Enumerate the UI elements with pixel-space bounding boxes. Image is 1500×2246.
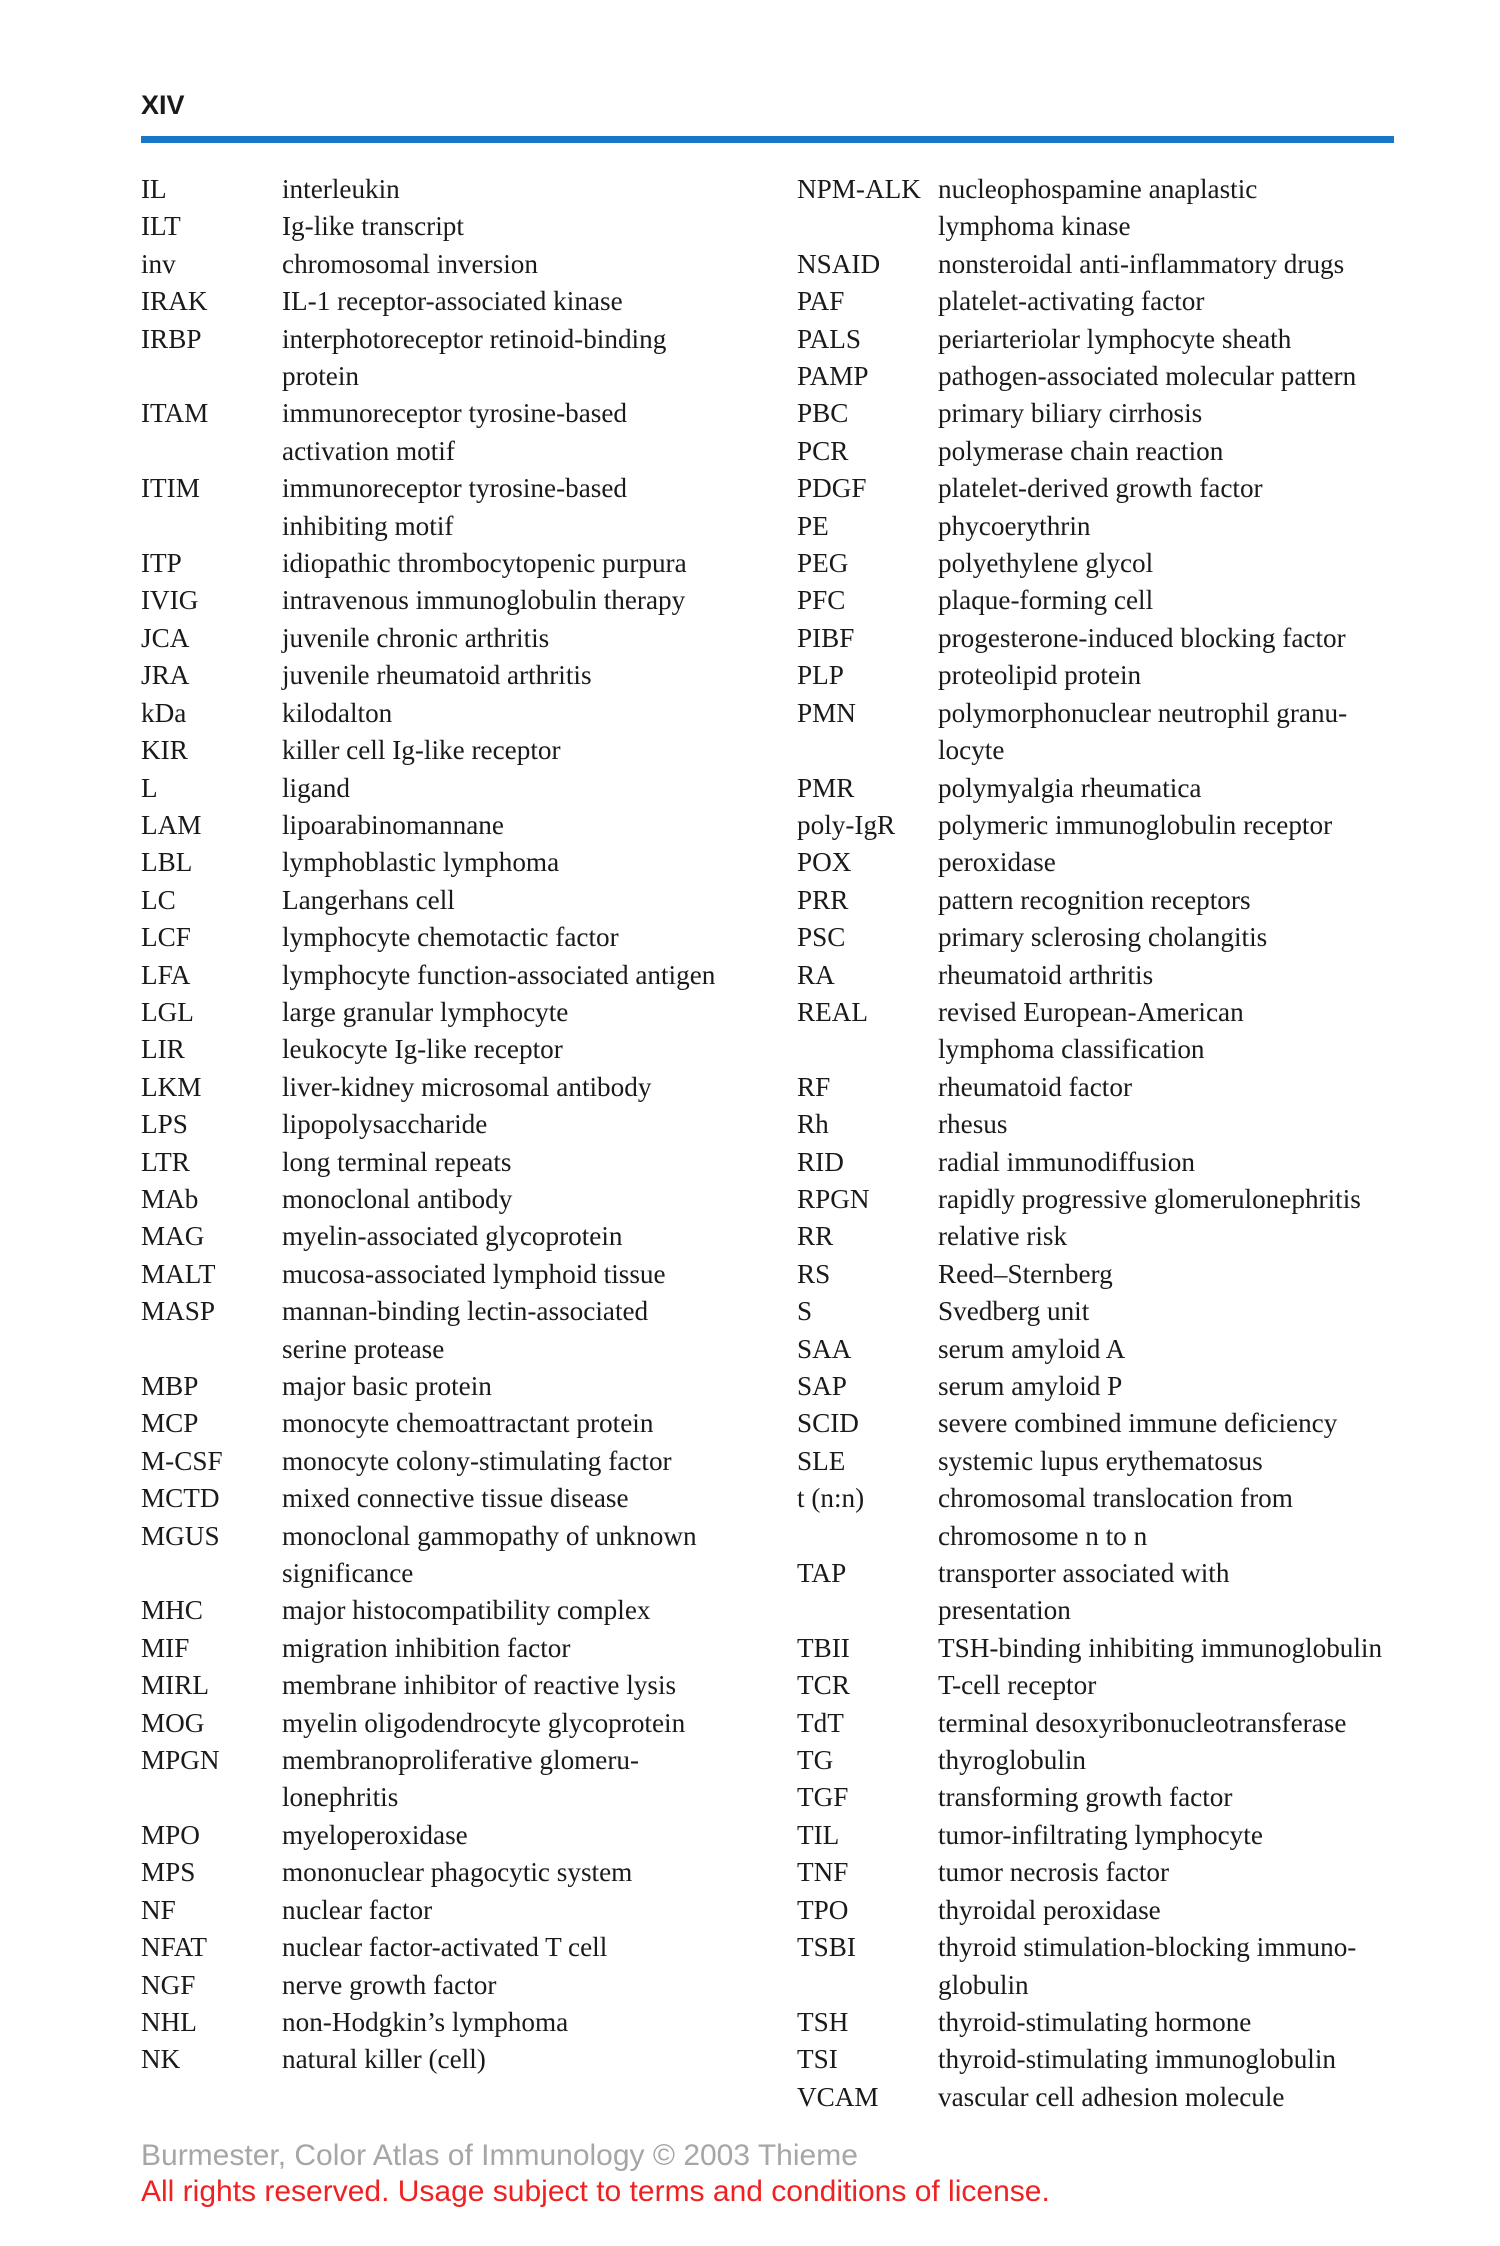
abbreviation-entry [141, 919, 781, 956]
abbreviation-entry [141, 1069, 781, 1106]
abbreviation-entry [141, 994, 781, 1031]
abbreviation-term: PMN [797, 697, 856, 728]
abbreviation-entry [797, 545, 1437, 582]
abbreviation-entry [797, 2041, 1437, 2078]
abbreviation-entry [797, 1256, 1437, 1293]
abbreviation-entry [141, 2041, 781, 2078]
abbreviation-term: SAP [797, 1371, 847, 1401]
abbreviation-entry [141, 395, 781, 470]
abbreviation-entry [797, 1854, 1437, 1891]
abbreviation-term: PBC [797, 398, 849, 429]
abbreviation-entry [141, 957, 781, 994]
abbreviation-term: LKM [141, 1071, 202, 1102]
abbreviation-term: LTR [141, 1146, 190, 1177]
abbreviation-definition: primary biliary cirrhosis [938, 398, 1203, 429]
abbreviation-definition: juvenile rheumatoid arthritis [282, 660, 592, 691]
abbreviation-entry [141, 1592, 781, 1629]
abbreviation-term: LPS [141, 1109, 188, 1140]
abbreviation-term: IRBP [141, 323, 202, 354]
abbreviation-term: PAF [797, 286, 845, 317]
abbreviation-term: Rh [797, 1109, 829, 1140]
abbreviation-term: RF [797, 1071, 831, 1102]
abbreviation-definition: thyroid stimulation-blocking immuno- globulin [938, 1932, 1357, 2000]
abbreviation-term: M-CSF [141, 1445, 223, 1476]
abbreviation-entry [141, 1368, 781, 1405]
abbreviation-definition: pattern recognition receptors [938, 884, 1251, 915]
abbreviation-term: ILT [141, 211, 181, 242]
abbreviation-term: TGF [797, 1782, 849, 1813]
abbreviation-term: TSI [797, 2044, 838, 2075]
abbreviation-term: RPGN [797, 1183, 870, 1214]
abbreviation-entry [797, 1742, 1437, 1779]
abbreviation-entry [797, 1817, 1437, 1854]
abbreviation-definition: immunoreceptor tyrosine-based inhibiting motif [282, 473, 628, 541]
abbreviation-term: MPGN [141, 1745, 220, 1776]
abbreviation-term: PFC [797, 585, 846, 616]
page-number: XIV [141, 90, 185, 120]
abbreviation-term: LIR [141, 1034, 185, 1065]
abbreviation-term: NFAT [141, 1932, 207, 1963]
abbreviation-definition: polymyalgia rheumatica [938, 772, 1202, 803]
abbreviation-term: t (n:n) [797, 1483, 865, 1514]
abbreviation-term: MGUS [141, 1520, 220, 1551]
abbreviation-entry [797, 1069, 1437, 1106]
abbreviation-definition: natural killer (cell) [282, 2044, 486, 2075]
abbreviation-entry [797, 994, 1437, 1069]
abbreviation-definition: serum amyloid P [938, 1371, 1123, 1401]
abbreviation-definition: lipoarabinomannane [282, 809, 504, 840]
abbreviation-term: LC [141, 884, 176, 915]
abbreviation-term: RS [797, 1258, 831, 1289]
abbreviation-definition: juvenile chronic arthritis [282, 622, 550, 653]
abbreviation-entry [797, 1218, 1437, 1255]
abbreviation-term: MCP [141, 1408, 199, 1439]
abbreviation-definition: migration inhibition factor [282, 1632, 571, 1663]
abbreviation-definition: large granular lymphocyte [282, 996, 569, 1027]
abbreviation-column-right [797, 171, 1437, 2116]
abbreviation-definition: terminal desoxyribonucleotransferase [938, 1707, 1347, 1738]
abbreviation-term: NGF [141, 1969, 196, 2000]
abbreviation-entry [797, 1892, 1437, 1929]
abbreviation-term: KIR [141, 735, 188, 766]
abbreviation-entry [141, 1742, 781, 1817]
abbreviation-definition: thyroid-stimulating hormone [938, 2006, 1252, 2037]
abbreviation-entry [797, 321, 1437, 358]
abbreviation-definition: major basic protein [282, 1371, 492, 1401]
abbreviation-definition: major histocompatibility complex [282, 1595, 651, 1626]
abbreviation-definition: myeloperoxidase [282, 1819, 468, 1850]
abbreviation-definition: monoclonal gammopathy of unknown significance [282, 1520, 697, 1589]
abbreviation-definition: non-Hodgkin’s lymphoma [282, 2006, 569, 2037]
abbreviation-definition: Svedberg unit [938, 1296, 1090, 1327]
abbreviation-entry [797, 1779, 1437, 1816]
abbreviation-entry [797, 1368, 1437, 1405]
abbreviation-entry [797, 1555, 1437, 1630]
abbreviation-definition: rhesus [938, 1109, 1008, 1140]
abbreviation-entry [141, 1518, 781, 1593]
abbreviation-entry [141, 2004, 781, 2041]
abbreviation-entry [797, 2004, 1437, 2041]
abbreviation-definition: chromosomal translocation from chromosome n to n [938, 1483, 1293, 1551]
footer-rights: All rights reserved. Usage subject to terms and conditions of license. [141, 2175, 1050, 2208]
abbreviation-term: PE [797, 510, 829, 541]
abbreviation-entry [141, 1480, 781, 1517]
abbreviation-term: IVIG [141, 585, 199, 616]
abbreviation-entry [797, 1144, 1437, 1181]
abbreviation-definition: polymerase chain reaction [938, 435, 1224, 466]
abbreviation-term: LCF [141, 922, 191, 953]
abbreviation-entry [141, 283, 781, 320]
abbreviation-term: VCAM [797, 2081, 879, 2112]
abbreviation-definition: systemic lupus erythematosus [938, 1445, 1263, 1476]
abbreviation-definition: Reed–Sternberg [938, 1258, 1113, 1289]
abbreviation-entry [797, 508, 1437, 545]
abbreviation-entry [797, 1667, 1437, 1704]
abbreviation-definition: polymeric immunoglobulin receptor [938, 809, 1333, 840]
abbreviation-definition: primary sclerosing cholangitis [938, 922, 1268, 953]
abbreviation-entry [141, 1106, 781, 1143]
abbreviation-definition: relative risk [938, 1221, 1068, 1252]
abbreviation-term: L [141, 772, 158, 803]
abbreviation-entry [797, 882, 1437, 919]
abbreviation-definition: interphotoreceptor retinoid-binding protein [282, 323, 667, 392]
abbreviation-term: NHL [141, 2006, 197, 2037]
abbreviation-entry [141, 1293, 781, 1368]
abbreviation-entry [141, 1705, 781, 1742]
abbreviation-entry [141, 844, 781, 881]
abbreviation-definition: immunoreceptor tyrosine-based activation motif [282, 398, 628, 466]
abbreviation-definition: peroxidase [938, 847, 1056, 878]
abbreviation-term: PRR [797, 884, 849, 915]
abbreviation-entry [797, 2079, 1437, 2116]
abbreviation-definition: idiopathic thrombocytopenic purpura [282, 548, 687, 579]
abbreviation-entry [797, 1705, 1437, 1742]
abbreviation-term: LAM [141, 809, 202, 840]
abbreviation-entry [141, 1443, 781, 1480]
abbreviation-term: LGL [141, 996, 194, 1027]
abbreviation-definition: tumor necrosis factor [938, 1857, 1170, 1888]
abbreviation-entry [141, 1031, 781, 1068]
abbreviation-entry [141, 1218, 781, 1255]
abbreviation-term: MCTD [141, 1483, 220, 1514]
abbreviation-term: JCA [141, 622, 190, 653]
abbreviation-term: TBII [797, 1632, 850, 1663]
abbreviation-definition: nerve growth factor [282, 1969, 497, 2000]
abbreviation-term: PDGF [797, 473, 867, 504]
abbreviation-term: MASP [141, 1296, 216, 1327]
abbreviation-entry [797, 919, 1437, 956]
abbreviation-entry [797, 1929, 1437, 2004]
abbreviation-definition: lipopolysaccharide [282, 1109, 488, 1140]
header-rule [141, 136, 1394, 143]
abbreviation-definition: platelet-activating factor [938, 286, 1205, 317]
abbreviation-definition: intravenous immunoglobulin therapy [282, 585, 686, 616]
abbreviation-definition: lymphocyte function-associated antigen [282, 959, 716, 990]
abbreviation-term: REAL [797, 996, 868, 1027]
abbreviation-term: MAG [141, 1221, 205, 1252]
abbreviation-definition: proteolipid protein [938, 660, 1142, 691]
abbreviation-definition: myelin-associated glycoprotein [282, 1221, 623, 1252]
abbreviation-definition: ligand [282, 772, 350, 803]
abbreviation-entry [797, 246, 1437, 283]
abbreviation-term: SAA [797, 1333, 852, 1364]
abbreviation-term: TIL [797, 1819, 840, 1850]
abbreviation-definition: killer cell Ig-like receptor [282, 735, 561, 766]
abbreviation-definition: nonsteroidal anti-inflammatory drugs [938, 248, 1345, 279]
abbreviation-definition: membrane inhibitor of reactive lysis [282, 1670, 677, 1701]
abbreviation-definition: revised European-American lymphoma classification [938, 996, 1244, 1065]
abbreviation-entry [797, 1443, 1437, 1480]
abbreviation-term: PAMP [797, 361, 869, 392]
abbreviation-entry [141, 208, 781, 245]
abbreviation-term: kDa [141, 697, 187, 728]
abbreviation-entry [797, 1181, 1437, 1218]
abbreviation-entry [141, 770, 781, 807]
abbreviation-term: SCID [797, 1408, 859, 1439]
abbreviation-term: LBL [141, 847, 193, 878]
abbreviation-entry [797, 433, 1437, 470]
abbreviation-term: TAP [797, 1558, 847, 1589]
abbreviation-definition: tumor-infiltrating lymphocyte [938, 1819, 1263, 1850]
abbreviation-definition: liver-kidney microsomal antibody [282, 1071, 652, 1102]
abbreviation-entry [141, 1144, 781, 1181]
abbreviation-definition: vascular cell adhesion molecule [938, 2081, 1285, 2112]
abbreviation-term: MPO [141, 1819, 200, 1850]
abbreviation-term: ITIM [141, 473, 200, 504]
abbreviation-term: RID [797, 1146, 844, 1177]
abbreviation-entry [141, 582, 781, 619]
abbreviation-entry [797, 770, 1437, 807]
abbreviation-entry [141, 807, 781, 844]
abbreviation-definition: thyroidal peroxidase [938, 1894, 1161, 1925]
abbreviation-term: IRAK [141, 286, 208, 317]
abbreviation-entry [797, 582, 1437, 619]
abbreviation-entry [797, 957, 1437, 994]
abbreviation-entry [797, 1630, 1437, 1667]
abbreviation-definition: long terminal repeats [282, 1146, 512, 1177]
abbreviation-entry [141, 1405, 781, 1442]
abbreviation-term: MHC [141, 1595, 203, 1626]
abbreviation-definition: radial immunodiffusion [938, 1146, 1195, 1177]
abbreviation-definition: transforming growth factor [938, 1782, 1233, 1813]
abbreviation-definition: T-cell receptor [938, 1670, 1097, 1701]
abbreviation-definition: IL-1 receptor-associated kinase [282, 286, 623, 317]
abbreviation-definition: TSH-binding inhibiting immunoglobulin [938, 1632, 1383, 1663]
abbreviation-definition: mixed connective tissue disease [282, 1483, 629, 1514]
abbreviation-term: TdT [797, 1707, 844, 1738]
abbreviation-definition: lymphoblastic lymphoma [282, 847, 560, 878]
abbreviation-term: MIRL [141, 1670, 209, 1701]
abbreviation-definition: rheumatoid arthritis [938, 959, 1154, 990]
abbreviation-term: IL [141, 174, 167, 204]
abbreviation-entry [797, 1293, 1437, 1330]
abbreviation-entry [141, 620, 781, 657]
abbreviation-definition: rheumatoid factor [938, 1071, 1133, 1102]
abbreviation-entry [141, 1854, 781, 1891]
abbreviation-term: PIBF [797, 622, 855, 653]
abbreviation-entry [141, 1967, 781, 2004]
abbreviation-definition: Langerhans cell [282, 884, 455, 915]
abbreviation-column-left [141, 171, 781, 2079]
abbreviation-entry [797, 620, 1437, 657]
abbreviation-term: PLP [797, 660, 844, 691]
abbreviation-entry [141, 1630, 781, 1667]
abbreviation-entry [797, 844, 1437, 881]
abbreviation-entry [797, 1405, 1437, 1442]
abbreviation-entry [141, 1929, 781, 1966]
abbreviation-definition: platelet-derived growth factor [938, 473, 1263, 504]
abbreviation-entry [141, 470, 781, 545]
abbreviation-definition: mannan-binding lectin-associated serine protease [282, 1296, 649, 1364]
abbreviation-definition: pathogen-associated molecular pattern [938, 361, 1357, 392]
abbreviation-term: TSH [797, 2006, 849, 2037]
abbreviation-term: NSAID [797, 248, 881, 279]
abbreviation-definition: monocyte chemoattractant protein [282, 1408, 654, 1439]
abbreviation-term: TPO [797, 1894, 849, 1925]
abbreviation-term: inv [141, 248, 176, 279]
abbreviation-definition: progesterone-induced blocking factor [938, 622, 1346, 653]
abbreviation-term: SLE [797, 1445, 846, 1476]
abbreviation-term: TCR [797, 1670, 850, 1701]
footer [141, 2138, 1050, 2210]
abbreviation-term: ITAM [141, 398, 209, 429]
abbreviation-definition: monoclonal antibody [282, 1183, 513, 1214]
abbreviation-entry [797, 1106, 1437, 1143]
abbreviation-entry [141, 1181, 781, 1218]
abbreviation-definition: leukocyte Ig-like receptor [282, 1034, 563, 1065]
abbreviation-definition: mononuclear phagocytic system [282, 1857, 633, 1888]
abbreviation-definition: kilodalton [282, 697, 393, 728]
abbreviation-term: POX [797, 847, 852, 878]
abbreviation-entry [797, 695, 1437, 770]
abbreviation-term: LFA [141, 959, 191, 990]
abbreviation-term: PEG [797, 548, 849, 579]
abbreviation-term: MAb [141, 1183, 199, 1214]
abbreviation-definition: monocyte colony-stimulating factor [282, 1445, 672, 1476]
abbreviation-term: RR [797, 1221, 834, 1252]
abbreviation-term: MOG [141, 1707, 205, 1738]
abbreviation-term: S [797, 1296, 813, 1327]
abbreviation-definition: thyroglobulin [938, 1745, 1087, 1776]
abbreviation-term: MIF [141, 1632, 190, 1663]
abbreviation-term: PALS [797, 323, 861, 354]
abbreviation-term: TG [797, 1745, 834, 1776]
abbreviation-term: ITP [141, 548, 182, 579]
abbreviation-term: TSBI [797, 1932, 856, 1963]
abbreviation-entry [797, 1331, 1437, 1368]
abbreviation-entry [141, 657, 781, 694]
abbreviation-entry [141, 732, 781, 769]
abbreviation-term: NF [141, 1894, 176, 1925]
abbreviation-definition: plaque-forming cell [938, 585, 1154, 616]
abbreviation-entry [797, 657, 1437, 694]
abbreviation-entry [141, 695, 781, 732]
abbreviation-entry [797, 1480, 1437, 1555]
abbreviation-definition: nuclear factor [282, 1894, 433, 1925]
abbreviation-entry [141, 1817, 781, 1854]
abbreviation-definition: lymphocyte chemotactic factor [282, 922, 619, 953]
abbreviation-entry [141, 1667, 781, 1704]
abbreviation-term: PSC [797, 922, 846, 953]
abbreviation-entry [141, 1256, 781, 1293]
abbreviation-definition: membranoproliferative glomeru- lonephritis [282, 1745, 640, 1813]
abbreviation-definition: nuclear factor-activated T cell [282, 1932, 608, 1963]
abbreviation-term: PMR [797, 772, 855, 803]
abbreviation-entry [797, 171, 1437, 246]
abbreviation-definition: rapidly progressive glomerulonephritis [938, 1183, 1361, 1214]
abbreviation-entry [797, 395, 1437, 432]
abbreviation-entry [141, 246, 781, 283]
abbreviation-entry [797, 283, 1437, 320]
abbreviation-definition: transporter associated with presentation [938, 1558, 1230, 1626]
abbreviation-definition: phycoerythrin [938, 510, 1091, 541]
abbreviation-term: JRA [141, 660, 190, 691]
abbreviation-entry [141, 171, 781, 208]
abbreviation-term: NPM-ALK [797, 174, 921, 204]
abbreviation-definition: polyethylene glycol [938, 548, 1154, 579]
abbreviation-definition: serum amyloid A [938, 1333, 1126, 1364]
abbreviation-entry [797, 358, 1437, 395]
abbreviation-entry [797, 807, 1437, 844]
abbreviation-term: MPS [141, 1857, 196, 1888]
abbreviation-definition: thyroid-stimulating immunoglobulin [938, 2044, 1336, 2075]
footer-copyright: Burmester, Color Atlas of Immunology © 2003 Thieme [141, 2139, 858, 2172]
abbreviation-term: PCR [797, 435, 849, 466]
abbreviation-definition: Ig-like transcript [282, 211, 464, 242]
abbreviation-entry [141, 545, 781, 582]
abbreviation-entry [141, 1892, 781, 1929]
abbreviation-entry [141, 882, 781, 919]
abbreviation-definition: chromosomal inversion [282, 248, 538, 279]
abbreviation-definition: mucosa-associated lymphoid tissue [282, 1258, 666, 1289]
abbreviation-definition: polymorphonuclear neutrophil granu- locyte [938, 697, 1348, 766]
abbreviation-definition: severe combined immune deficiency [938, 1408, 1338, 1439]
abbreviation-definition: nucleophospamine anaplastic lymphoma kinase [938, 174, 1258, 242]
abbreviation-term: RA [797, 959, 835, 990]
abbreviation-entry [797, 470, 1437, 507]
abbreviation-term: NK [141, 2044, 181, 2075]
abbreviation-term: TNF [797, 1857, 849, 1888]
abbreviation-term: poly-IgR [797, 809, 896, 840]
abbreviation-definition: periarteriolar lymphocyte sheath [938, 323, 1292, 354]
abbreviation-term: MBP [141, 1371, 199, 1401]
abbreviation-definition: myelin oligodendrocyte glycoprotein [282, 1707, 686, 1738]
abbreviation-definition: interleukin [282, 174, 400, 204]
abbreviation-term: MALT [141, 1258, 216, 1289]
abbreviation-entry [141, 321, 781, 396]
